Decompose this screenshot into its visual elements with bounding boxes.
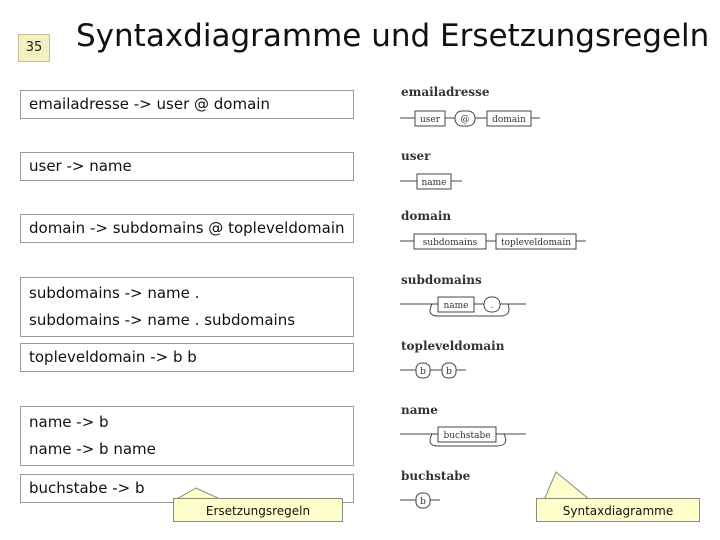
diagram-label-topleveldomain: topleveldomain bbox=[401, 339, 505, 353]
diagram-node-label: b bbox=[420, 367, 426, 377]
rule-text: subdomains -> name . subdomains bbox=[29, 311, 296, 329]
diagram-node-label: b bbox=[420, 497, 426, 507]
diagram-label-buchstabe: buchstabe bbox=[401, 469, 471, 483]
rule-text: name -> b name bbox=[29, 440, 156, 458]
diagram-label-emailadresse: emailadresse bbox=[401, 85, 490, 99]
diagram-node-label: name bbox=[443, 301, 469, 311]
page-title: Syntaxdiagramme und Ersetzungsregeln bbox=[76, 18, 710, 54]
diagram-label-name: name bbox=[401, 403, 438, 417]
callout-syntaxdiagramme: Syntaxdiagramme bbox=[536, 498, 700, 522]
diagram-node-label: buchstabe bbox=[443, 431, 491, 441]
diagram-node-label: . bbox=[490, 301, 494, 311]
rule-text: subdomains -> name . bbox=[29, 284, 200, 302]
diagram-node-label: user bbox=[419, 115, 441, 125]
rule-text: name -> b bbox=[29, 413, 109, 431]
slide-number: 35 bbox=[18, 34, 50, 62]
diagram-label-subdomains: subdomains bbox=[401, 273, 482, 287]
diagram-node-label: b bbox=[446, 367, 452, 377]
diagram-node-label: @ bbox=[460, 115, 470, 125]
callout-ersetzungsregeln: Ersetzungsregeln bbox=[173, 498, 343, 522]
diagram-node-label: name bbox=[421, 178, 447, 188]
diagram-node-label: subdomains bbox=[422, 238, 478, 248]
rule-text: buchstabe -> b bbox=[29, 479, 145, 497]
diagram-label-user: user bbox=[401, 149, 431, 163]
diagram-node-label: domain bbox=[492, 115, 526, 125]
rule-text: domain -> subdomains @ topleveldomain bbox=[29, 219, 345, 237]
rule-text: topleveldomain -> b b bbox=[29, 348, 197, 366]
diagram-label-domain: domain bbox=[401, 209, 452, 223]
rule-text: emailadresse -> user @ domain bbox=[29, 95, 270, 113]
callout-pointer-right bbox=[544, 472, 590, 500]
rule-text: user -> name bbox=[29, 157, 132, 175]
diagram-node-label: topleveldomain bbox=[500, 238, 572, 248]
